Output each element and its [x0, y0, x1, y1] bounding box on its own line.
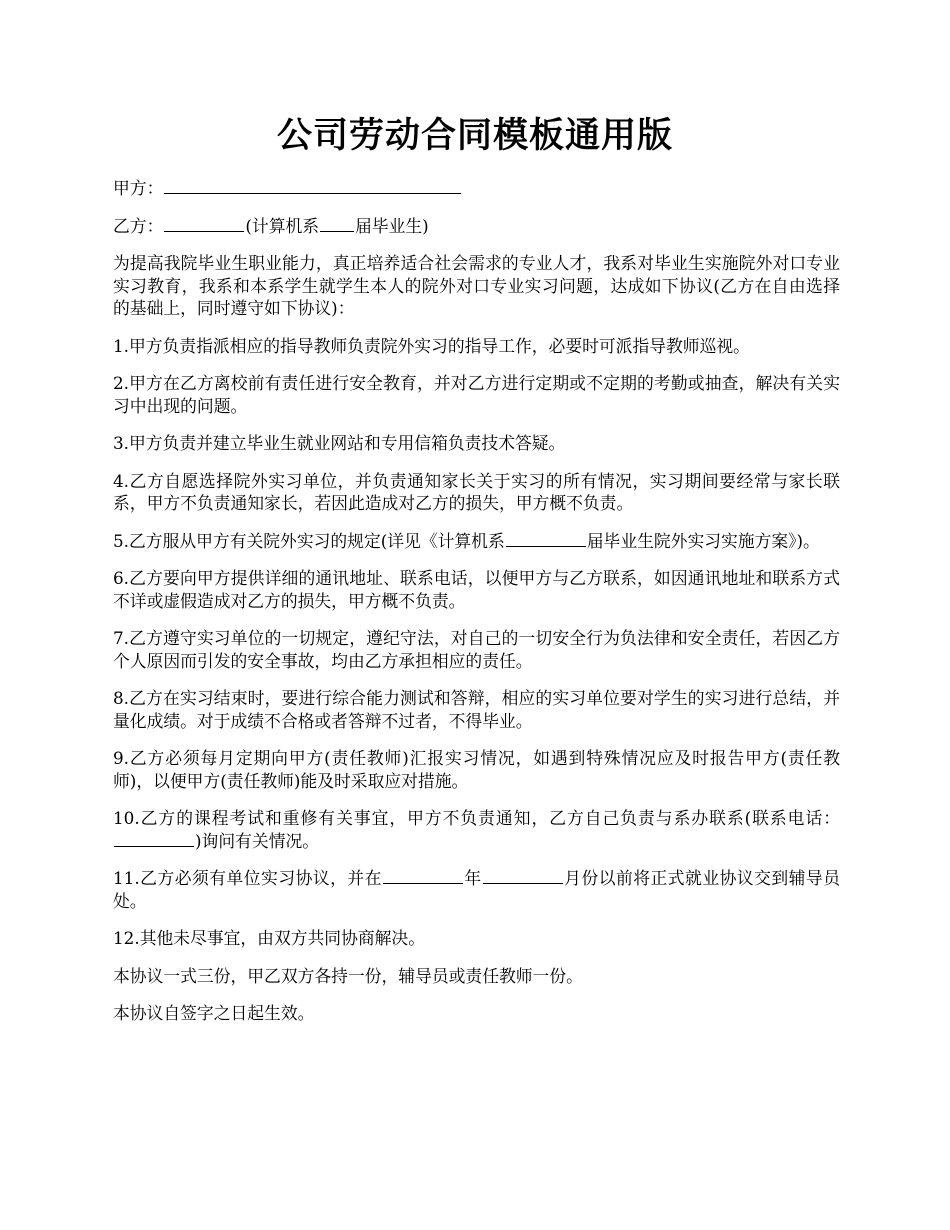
party-a-label: 甲方：: [113, 178, 164, 198]
party-b-line: [113, 215, 840, 238]
clause-3: 3.甲方负责并建立毕业生就业网站和专用信箱负责技术答疑。: [113, 433, 566, 453]
clause-5: [113, 530, 840, 553]
document-body: [113, 177, 840, 1040]
clause-5-part-a: 5.乙方服从甲方有关院外实习的规定(详见《计算机系: [113, 530, 505, 551]
closing-effective: 本协议自签字之日起生效。: [113, 1003, 315, 1023]
clause-12: 12.其他未尽事宜，由双方共同协商解决。: [113, 928, 425, 948]
clause-11-year-blank: [383, 867, 463, 884]
clause-2: 2.甲方在乙方离校前有责任进行安全教育，并对乙方进行定期或不定期的考勤或抽查，解决有关实习中出现的问题。: [113, 373, 840, 416]
party-b-year-blank: [320, 215, 354, 232]
clause-10-phone-blank: [114, 830, 194, 847]
clause-1: 1.甲方负责指派相应的指导教师负责院外实习的指导工作，必要时可派指导教师巡视。: [113, 335, 750, 356]
clause-10-part-a: 10.乙方的课程考试和重修有关事宜，甲方不负责通知，乙方自己负责与系办联系(联系电话：: [113, 808, 840, 828]
party-b-name-blank: [164, 215, 244, 232]
clause-11-part-b: 年: [463, 868, 482, 888]
clause-6: 6.乙方要向甲方提供详细的通讯地址、联系电话，以便甲方与乙方联系，如因通讯地址和联系方式不详或虚假造成对乙方的损失，甲方概不负责。: [113, 568, 840, 611]
party-b-suffix-1: (计算机系: [245, 215, 320, 236]
clause-10: [113, 807, 840, 852]
clause-4: 4.乙方自愿选择院外实习单位，并负责通知家长关于实习的所有情况，实习期间要经常与家长联系，甲方不负责通知家长，若因此造成对乙方的损失，甲方概不负责。: [113, 470, 840, 513]
clause-11-part-a: 11.乙方必须有单位实习协议，并在: [113, 868, 382, 888]
clause-9: 9.乙方必须每月定期向甲方(责任教师)汇报实习情况，如遇到特殊情况应及时报告甲方(责任教师)，以便甲方(责任教师)能及时采取应对措施。: [113, 748, 840, 791]
intro-paragraph: 为提高我院毕业生职业能力，真正培养适合社会需求的专业人才，我系对毕业生实施院外对口专业实习教育，我系和本系学生就学生本人的院外对口专业实习问题，达成如下协议(乙方在自由选择的基础上，同时遵守如下协议)：: [113, 253, 840, 318]
clause-11-month-blank: [483, 867, 563, 884]
clause-11: [113, 867, 840, 912]
clause-10-part-b: )询问有关情况。: [195, 830, 320, 851]
party-a-blank: [164, 177, 461, 194]
document-title: 公司劳动合同模板通用版: [276, 115, 673, 156]
clause-5-part-b: 届毕业生院外实习实施方案》)。: [586, 530, 820, 551]
party-a-line: [113, 177, 840, 200]
closing-copies: 本协议一式三份，甲乙双方各持一份，辅导员或责任教师一份。: [113, 965, 583, 986]
clause-11-part-c: 月份以前将正式就业协议交到辅导员处。: [113, 868, 840, 911]
clause-7: 7.乙方遵守实习单位的一切规定，遵纪守法，对自己的一切安全行为负法律和安全责任，若因乙方个人原因而引发的安全事故，均由乙方承担相应的责任。: [113, 628, 840, 671]
party-b-label: 乙方：: [113, 215, 164, 236]
clause-8: 8.乙方在实习结束时，要进行综合能力测试和答辩，相应的实习单位要对学生的实习进行总结，并量化成绩。对于成绩不合格或者答辩不过者，不得毕业。: [113, 688, 840, 731]
clause-5-blank: [506, 530, 586, 547]
party-b-suffix-2: 届毕业生): [355, 215, 429, 236]
